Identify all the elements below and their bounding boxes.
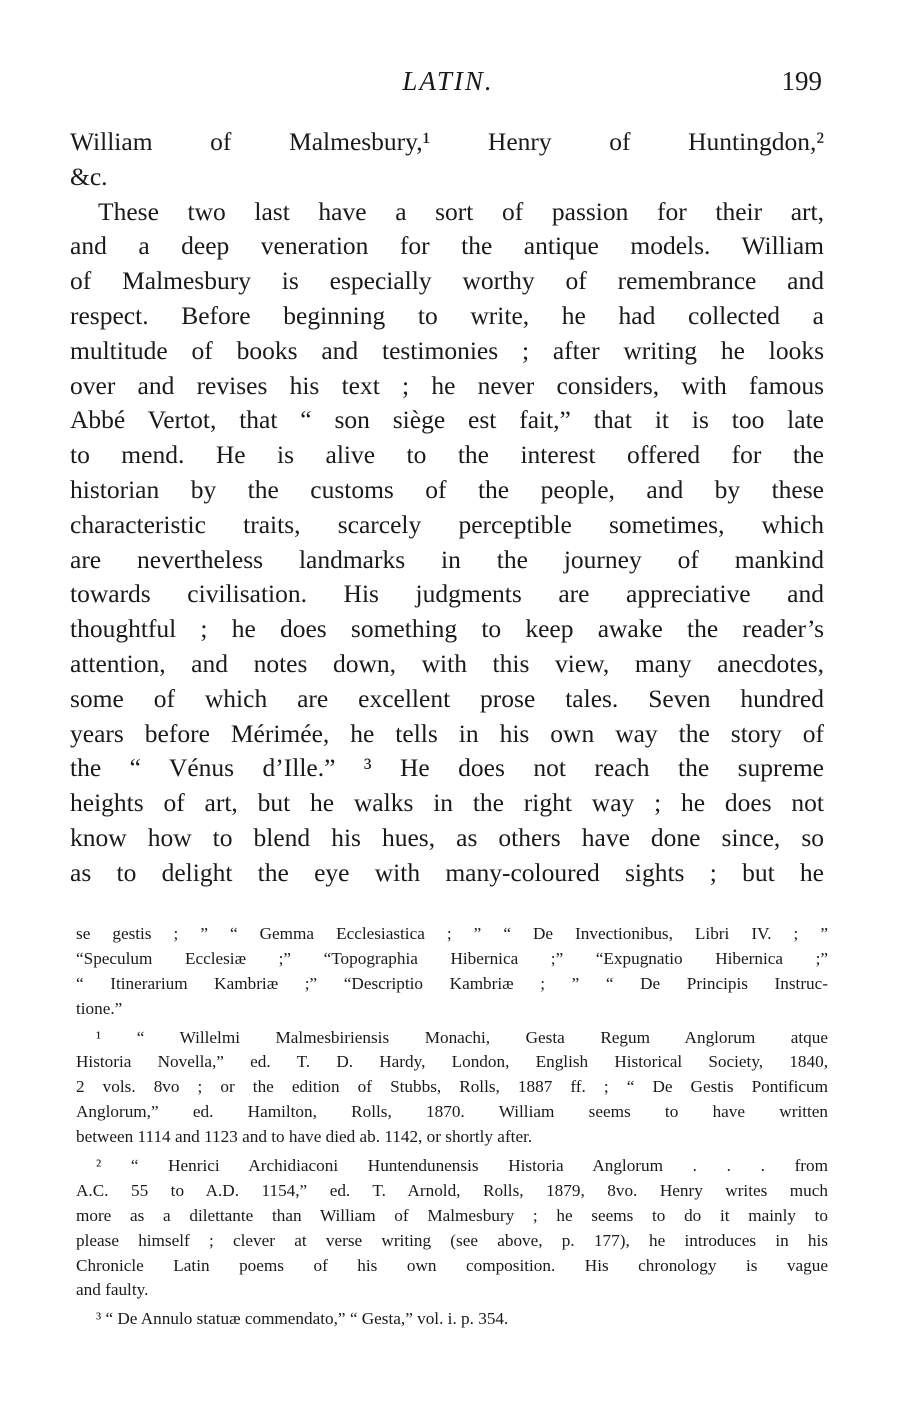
footnote-line: “ Itinerarium Kambriæ ;” “Descriptio Kambriæ ; ” “ De Principis Instruc- xyxy=(76,973,828,993)
footnote-line: between 1114 and 1123 and to have died ab. 1142, or shortly after. xyxy=(76,1127,533,1147)
text-line: thoughtful ; he does something to keep awake the reader’s xyxy=(70,614,824,644)
footnote-line: 2 vols. 8vo ; or the edition of Stubbs, Rolls, 1887 ff. ; “ De Gestis Pontificum xyxy=(76,1077,828,1097)
text-line: William of Malmesbury,¹ Henry of Huntingdon,² xyxy=(70,127,824,156)
page-number: 199 xyxy=(781,66,822,96)
text-line: historian by the customs of the people, and by these xyxy=(70,474,824,504)
text-line: respect. Before beginning to write, he had collected a xyxy=(70,300,824,330)
text-line: the “ Vénus d’Ille.” ³ He does not reach the supreme xyxy=(70,753,824,783)
footnote-line: and faulty. xyxy=(76,1280,149,1300)
text-line: &c. xyxy=(70,161,108,191)
text-line: as to delight the eye with many-coloured sights ; but he xyxy=(70,857,824,887)
page-header xyxy=(68,66,828,106)
paragraph-first-line: These two last have a sort of passion for their art, xyxy=(98,196,824,226)
footnote-3 xyxy=(76,1307,828,1332)
footnote-line: A.C. 55 to A.D. 1154,” ed. T. Arnold, Rolls, 1879, 8vo. Henry writes much xyxy=(76,1180,828,1200)
footnote-continued xyxy=(76,922,828,1022)
text-line: heights of art, but he walks in the right way ; he does not xyxy=(70,788,824,818)
text-line: of Malmesbury is especially worthy of remembrance and xyxy=(70,266,824,296)
footnote-line: ¹ “ Willelmi Malmesbiriensis Monachi, Gesta Regum Anglorum atque xyxy=(96,1027,828,1047)
footnote-line: “Speculum Ecclesiæ ;” “Topographia Hibernica ;” “Expugnatio Hibernica ;” xyxy=(76,948,828,968)
text-line: Abbé Vertot, that “ son siège est fait,” that it is too late xyxy=(70,405,824,435)
footnote-line: ³ “ De Annulo statuæ commendato,” “ Gesta,” vol. i. p. 354. xyxy=(96,1309,509,1329)
text-line: years before Mérimée, he tells in his own way the story of xyxy=(70,718,824,748)
footnote-line: ² “ Henrici Archidiaconi Huntendunensis Historia Anglorum . . . from xyxy=(96,1156,828,1176)
text-line: over and revises his text ; he never considers, with famous xyxy=(70,370,824,400)
main-text xyxy=(70,125,824,891)
running-title: LATIN. xyxy=(402,66,494,96)
footnote-1 xyxy=(76,1026,828,1150)
text-line: are nevertheless landmarks in the journey of mankind xyxy=(70,544,824,574)
text-line: attention, and notes down, with this view, many anecdotes, xyxy=(70,648,824,678)
footnote-line: please himself ; clever at verse writing (see above, p. 177), he introduces in his xyxy=(76,1230,828,1250)
footnote-line: se gestis ; ” “ Gemma Ecclesiastica ; ” “ De Invectionibus, Libri IV. ; ” xyxy=(76,924,828,943)
footnote-line: more as a dilettante than William of Malmesbury ; he seems to do it mainly to xyxy=(76,1205,828,1225)
text-line: multitude of books and testimonies ; after writing he looks xyxy=(70,335,824,365)
footnote-line: tione.” xyxy=(76,998,123,1018)
text-line: to mend. He is alive to the interest offered for the xyxy=(70,440,824,470)
footnote-line: Historia Novella,” ed. T. D. Hardy, London, English Historical Society, 1840, xyxy=(76,1052,828,1072)
text-line: some of which are excellent prose tales. Seven hundred xyxy=(70,683,824,713)
footnotes xyxy=(76,922,828,1332)
text-line: towards civilisation. His judgments are appreciative and xyxy=(70,579,824,609)
text-line: know how to blend his hues, as others have done since, so xyxy=(70,822,824,852)
footnote-2 xyxy=(76,1154,828,1303)
text-line: characteristic traits, scarcely perceptible sometimes, which xyxy=(70,509,824,539)
footnote-line: Chronicle Latin poems of his own composition. His chronology is vague xyxy=(76,1255,828,1275)
text-line: and a deep veneration for the antique models. William xyxy=(70,231,824,261)
footnote-line: Anglorum,” ed. Hamilton, Rolls, 1870. William seems to have written xyxy=(76,1102,828,1122)
